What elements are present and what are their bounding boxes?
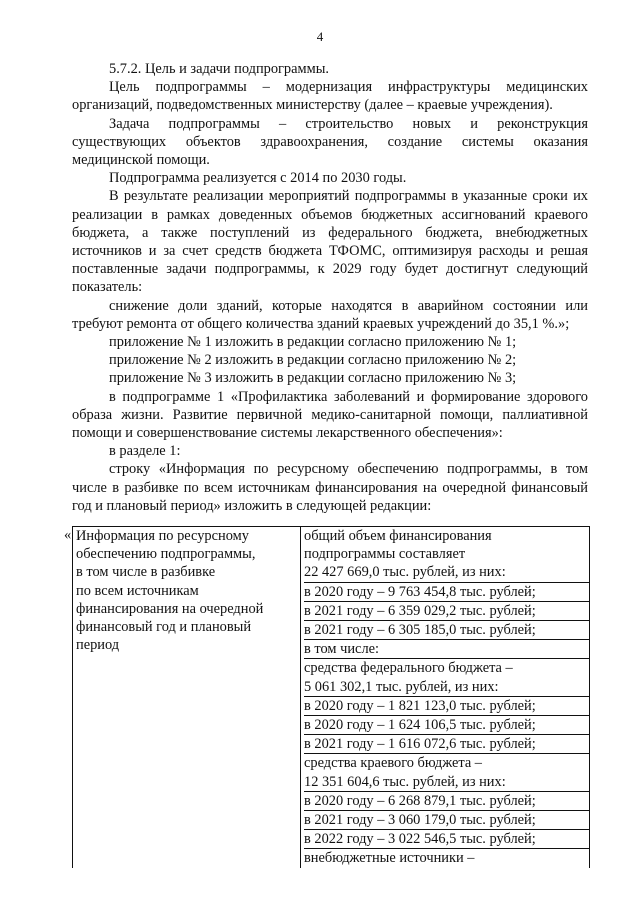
value-line: в 2022 году – 3 022 546,5 тыс. рублей;: [304, 830, 589, 849]
value-line: 12 351 604,6 тыс. рублей, из них:: [304, 773, 589, 792]
value-line: в 2021 году – 1 616 072,6 тыс. рублей;: [304, 735, 589, 754]
paragraph-indicator: снижение доли зданий, которые находятся в аварийном состоянии или требуют ремонта от общего количества зданий краевых учреждений до 35,1 %.»;: [72, 297, 588, 332]
value-line: в 2020 году – 9 763 454,8 тыс. рублей;: [304, 583, 589, 602]
label-line: финансовый год и плановый: [76, 619, 252, 636]
value-line: в 2021 году – 6 359 029,2 тыс. рублей;: [304, 602, 589, 621]
paragraph-task: Задача подпрограммы – строительство новых и реконструкция существующих объектов здравоохранения, создание системы оказания медицинской помощи.: [72, 115, 588, 169]
value-line: средства краевого бюджета –: [304, 755, 483, 772]
paragraph-annex-2: приложение № 2 изложить в редакции согласно приложению № 2;: [109, 352, 517, 369]
section-heading: 5.7.2. Цель и задачи подпрограммы.: [109, 61, 329, 77]
value-line: в 2020 году – 1 821 123,0 тыс. рублей;: [304, 697, 589, 716]
resource-info-table: [72, 526, 590, 868]
value-line: подпрограммы составляет: [304, 546, 466, 563]
resource-info-table-wrap: [64, 526, 590, 868]
value-line: в 2020 году – 6 268 879,1 тыс. рублей;: [304, 792, 589, 811]
paragraph-annex-1: приложение № 1 изложить в редакции согласно приложению № 1;: [109, 334, 517, 351]
page-number: 4: [316, 29, 324, 44]
label-line: период: [76, 637, 120, 654]
paragraph-subprogram-1: в подпрограмме 1 «Профилактика заболеваний и формирование здорового образа жизни. Развитие первичной медико-санитарной помощи, паллиативной помощи и совершенствование системы лекарственного обеспечения»:: [72, 388, 588, 442]
paragraph-result: В результате реализации мероприятий подпрограммы в указанные сроки их реализации в рамках доведенных объемов бюджетных ассигнований краевого бюджета, а также поступлений из федерального бюджета, внебюджетных источников и за счет средств бюджета ТФОМС, оптимизируя расходы и решая поставленные задачи подпрограммы, к 2029 году будет достигнут следующий показатель:: [72, 188, 588, 296]
table-row: [73, 527, 590, 868]
label-line: Информация по ресурсному: [76, 528, 249, 544]
label-line: в том числе в разбивке: [76, 564, 216, 581]
value-line: 5 061 302,1 тыс. рублей, из них:: [304, 678, 589, 697]
open-quote: «: [64, 527, 72, 543]
value-line: 22 427 669,0 тыс. рублей, из них:: [304, 563, 589, 582]
table-cell-value: [301, 527, 590, 868]
value-line: в 2021 году – 6 305 185,0 тыс. рублей;: [304, 621, 589, 640]
table-cell-label: [73, 527, 301, 868]
value-line: средства федерального бюджета –: [304, 660, 513, 677]
label-line: финансирования на очередной: [76, 600, 264, 617]
value-line: общий объем финансирования: [304, 528, 492, 544]
value-line: в том числе:: [304, 640, 589, 659]
document-body: [72, 60, 588, 515]
value-line: внебюджетные источники –: [304, 850, 475, 867]
paragraph-section-1: в разделе 1:: [109, 443, 181, 460]
label-line: по всем источникам: [76, 582, 199, 599]
value-line: в 2021 году – 3 060 179,0 тыс. рублей;: [304, 811, 589, 830]
label-line: обеспечению подпрограммы,: [76, 546, 256, 563]
paragraph-line-intro: строку «Информация по ресурсному обеспечению подпрограммы, в том числе в разбивке по всем источникам финансирования на очередной финансовый год и плановый период» изложить в следующей редакции:: [72, 461, 588, 514]
value-line: в 2020 году – 1 624 106,5 тыс. рублей;: [304, 716, 589, 735]
paragraph-annex-3: приложение № 3 изложить в редакции согласно приложению № 3;: [109, 370, 517, 387]
paragraph-period: Подпрограмма реализуется с 2014 по 2030 годы.: [109, 170, 407, 187]
paragraph-goal: Цель подпрограммы – модернизация инфраструктуры медицинских организаций, подведомственных министерству (далее – краевые учреждения).: [72, 79, 588, 114]
